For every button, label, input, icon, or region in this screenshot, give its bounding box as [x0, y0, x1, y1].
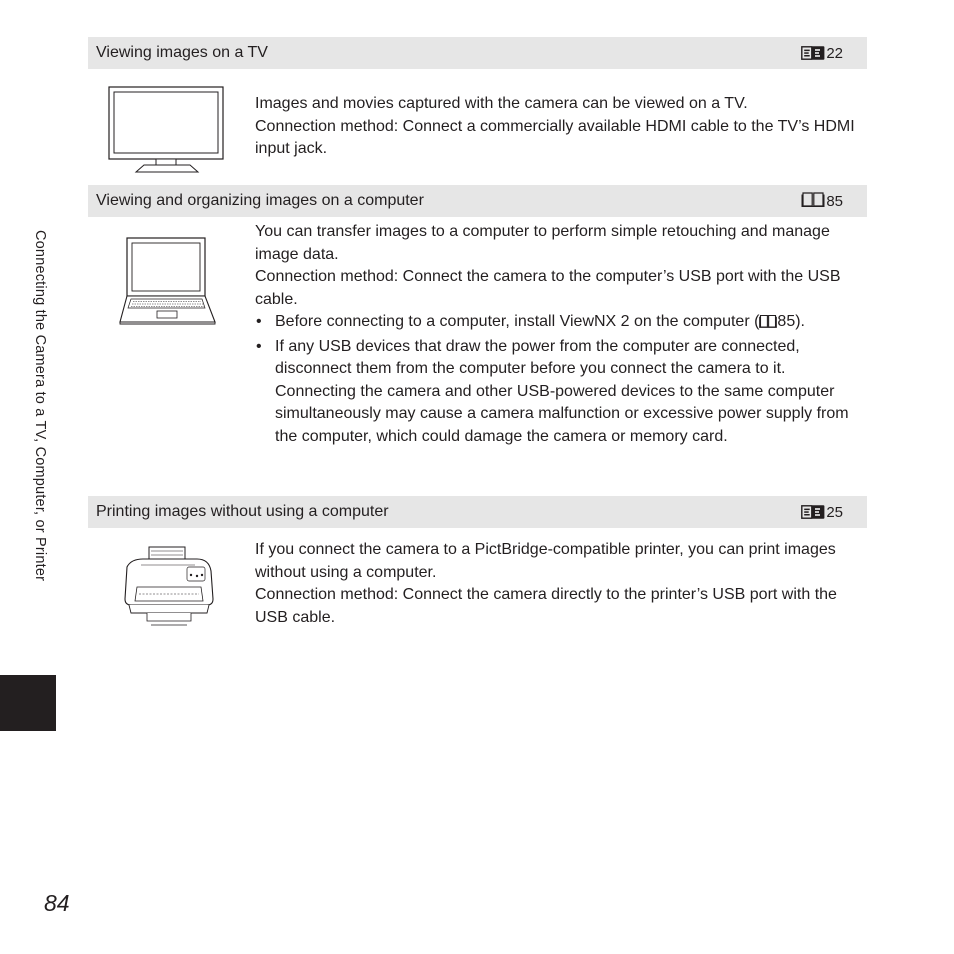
ref-page: 25: [826, 503, 843, 521]
paragraph: Connection method: Connect the camera directly to the printer’s USB port with the USB cable.: [255, 586, 837, 626]
section-body-computer: [255, 221, 860, 448]
e-reference-icon: [801, 505, 825, 519]
book-reference-icon: [759, 313, 777, 336]
list-item: [255, 336, 860, 449]
paragraph: Images and movies captured with the camera can be viewed on a TV.: [255, 95, 748, 112]
laptop-illustration: [119, 236, 217, 333]
tv-illustration: [108, 86, 226, 181]
bullet-list: [255, 311, 860, 448]
side-tab-text: Connecting the Camera to a TV, Computer, or Printer: [32, 230, 48, 582]
page-number: 84: [44, 890, 70, 916]
printer-illustration: [121, 545, 217, 634]
book-reference-icon: [801, 191, 825, 211]
paragraph: If you connect the camera to a PictBridge-compatible printer, you can print images without using a computer.: [255, 541, 836, 581]
paragraph: You can transfer images to a computer to perform simple retouching and manage image data.: [255, 223, 830, 263]
section-ref[interactable]: [801, 45, 843, 62]
inline-ref-page[interactable]: 85: [777, 313, 796, 330]
ref-page: 22: [826, 44, 843, 62]
ref-page: 85: [826, 192, 843, 210]
paragraph: Connection method: Connect a commercially available HDMI cable to the TV’s HDMI input jack.: [255, 117, 855, 157]
e-reference-icon: [801, 46, 825, 60]
list-item: [255, 311, 860, 336]
bullet-text: Before connecting to a computer, install ViewNX 2 on the computer (: [275, 313, 760, 330]
section-header-tv: [88, 37, 867, 69]
section-body-printer: [255, 539, 860, 629]
side-tab-label: [32, 230, 50, 660]
section-ref[interactable]: [801, 504, 843, 521]
bullet-marker: •: [256, 337, 262, 355]
side-tab-block: [0, 675, 56, 731]
bullet-text-end: ).: [795, 313, 805, 330]
bullet-text: If any USB devices that draw the power from the computer are connected, disconnect them from the computer before you connect the camera to it. Connecting the camera and other USB-powered devices to the same computer simultaneously may cause a camera malfunction or excessive power supply from the computer, which could damage the camera or memory card.: [275, 337, 849, 445]
section-title: Printing images without using a computer: [96, 503, 389, 520]
section-title: Viewing and organizing images on a computer: [96, 192, 424, 209]
section-title: Viewing images on a TV: [96, 44, 268, 61]
bullet-marker: •: [256, 313, 262, 330]
section-body-tv: [255, 93, 860, 161]
section-header-printer: [88, 496, 867, 528]
section-header-computer: [88, 185, 867, 217]
paragraph: Connection method: Connect the camera to the computer’s USB port with the USB cable.: [255, 268, 841, 308]
section-ref[interactable]: [801, 191, 843, 211]
